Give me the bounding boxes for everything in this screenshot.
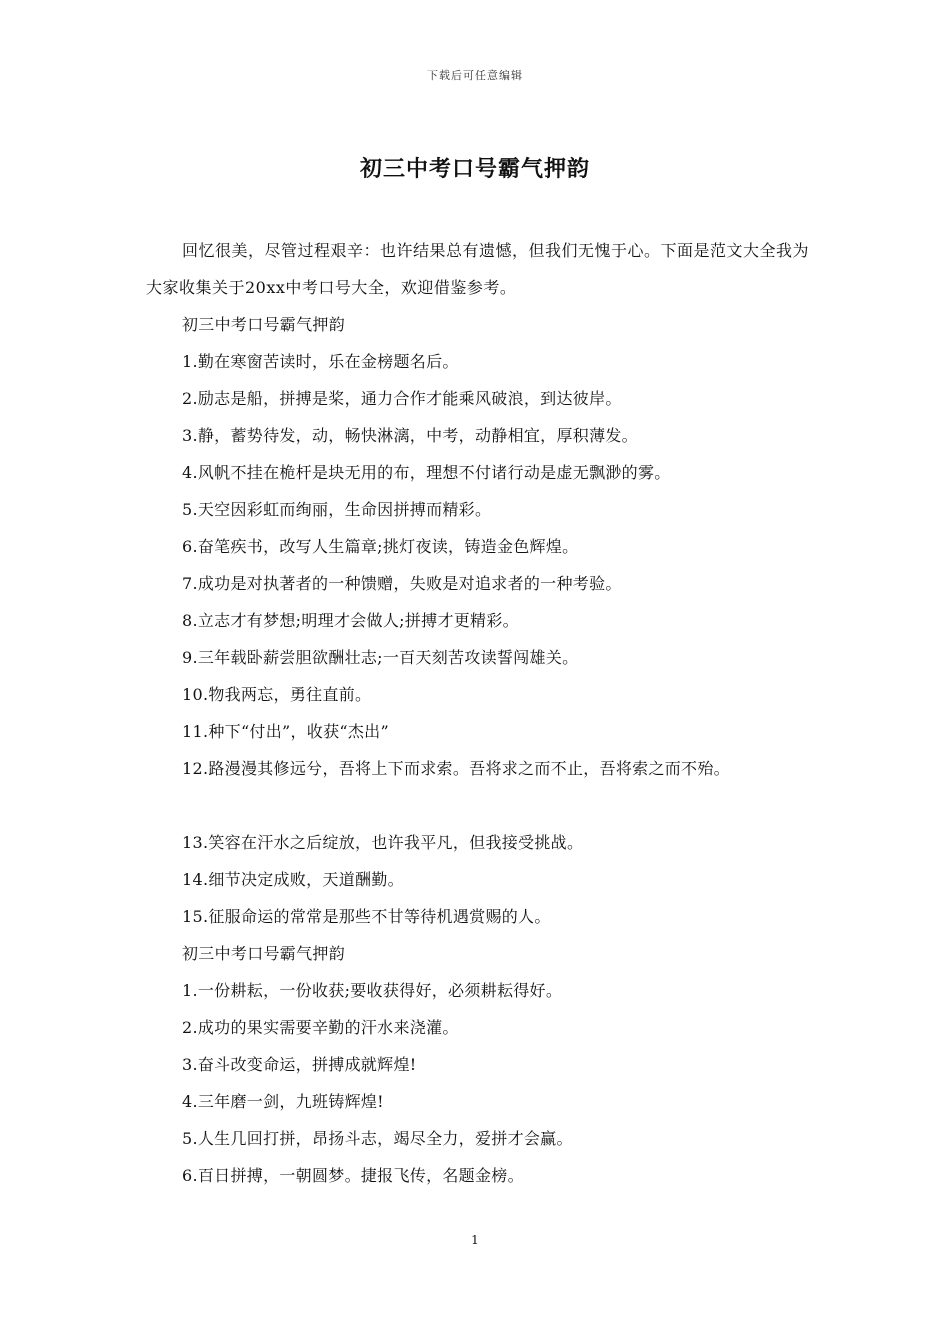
list-item: 10.物我两忘，勇往直前。 (182, 685, 372, 704)
section-heading: 初三中考口号霸气押韵 (182, 944, 346, 963)
blank-line (146, 787, 822, 824)
list-item: 14.细节决定成败，天道酬勤。 (182, 870, 404, 889)
list-item: 9.三年载卧薪尝胆欲酬壮志;一百天刻苦攻读誓闯雄关。 (182, 648, 579, 667)
list-item: 1.勤在寒窗苦读时，乐在金榜题名后。 (182, 352, 459, 371)
list-item: 11.种下“付出”，收获“杰出” (182, 722, 389, 741)
list-item: 2.励志是船，拼搏是桨，通力合作才能乘风破浪，到达彼岸。 (182, 389, 622, 408)
list-item: 2.成功的果实需要辛勤的汗水来浇灌。 (182, 1018, 459, 1037)
document-body (146, 232, 822, 1194)
list-item: 4.风帆不挂在桅杆是块无用的布，理想不付诸行动是虚无飘渺的雾。 (182, 463, 671, 482)
list-item: 6.百日拼搏，一朝圆梦。捷报飞传，名题金榜。 (182, 1166, 524, 1185)
document-title: 初三中考口号霸气押韵 (359, 156, 590, 182)
list-item: 7.成功是对执著者的一种馈赠，失败是对追求者的一种考验。 (182, 574, 622, 593)
intro-paragraph: 回忆很美，尽管过程艰辛：也许结果总有遗憾，但我们无愧于心。下面是范文大全我为大家收集关于20xx中考口号大全，欢迎借鉴参考。 (146, 241, 810, 297)
section-heading: 初三中考口号霸气押韵 (182, 315, 346, 334)
list-item: 3.静，蓄势待发，动，畅快淋漓，中考，动静相宜，厚积薄发。 (182, 426, 638, 445)
list-item: 5.天空因彩虹而绚丽，生命因拼搏而精彩。 (182, 500, 492, 519)
list-item: 13.笑容在汗水之后绽放，也许我平凡，但我接受挑战。 (182, 833, 584, 852)
list-item: 4.三年磨一剑，九班铸辉煌! (182, 1092, 384, 1111)
list-item: 15.征服命运的常常是那些不甘等待机遇赏赐的人。 (182, 907, 551, 926)
list-item: 12.路漫漫其修远兮，吾将上下而求索。吾将求之而不止，吾将索之而不殆。 (182, 759, 730, 778)
list-item: 8.立志才有梦想;明理才会做人;拼搏才更精彩。 (182, 611, 519, 630)
list-item: 3.奋斗改变命运，拼搏成就辉煌! (182, 1055, 417, 1074)
page-header: 下载后可任意编辑 (427, 69, 523, 82)
list-item: 6.奋笔疾书，改写人生篇章;挑灯夜读，铸造金色辉煌。 (182, 537, 579, 556)
list-item: 5.人生几回打拼，昂扬斗志，竭尽全力，爱拼才会赢。 (182, 1129, 573, 1148)
page-number: 1 (471, 1233, 479, 1247)
list-item: 1.一份耕耘，一份收获;要收获得好，必须耕耘得好。 (182, 981, 563, 1000)
